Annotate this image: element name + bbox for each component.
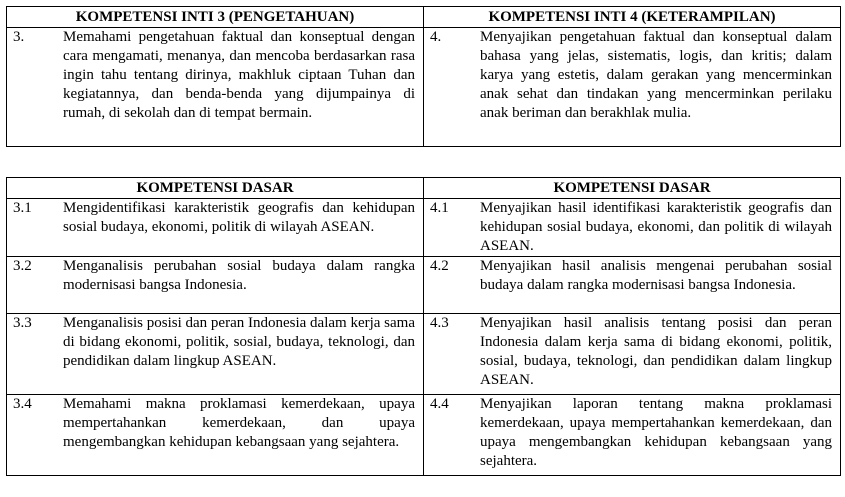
ki4-text: Menyajikan pengetahuan faktual dan konseptual dalam bahasa yang jelas, sistematis, logis, dan kritis; dalam karya yang estetis, dalam gerakan yang mencerminkan anak sehat dan tindakan yang mencerminkan perilaku anak beriman dan berakhlak mulia. — [480, 29, 832, 121]
ki4-number: 4. — [430, 29, 442, 45]
ki4-header: KOMPETENSI INTI 4 (KETERAMPILAN) — [424, 7, 841, 28]
kd-number: 4.4 — [430, 396, 449, 412]
ki3-text: Memahami pengetahuan faktual dan konseptual dengan cara mengamati, menanya, dan mencoba berdasarkan rasa ingin tahu tentang dirinya, makhluk ciptaan Tuhan dan kegiatannya, dan benda-benda yang dijumpainya di rumah, di sekolah dan di tempat bermain. — [63, 29, 415, 121]
kd-text: Menganalisis posisi dan peran Indonesia dalam kerja sama di bidang ekonomi, politik, sosial, budaya, teknologi, dan pendidikan dalam lingkup ASEAN. — [63, 315, 415, 369]
kd-number: 4.2 — [430, 258, 449, 274]
table-row — [7, 395, 841, 476]
table-row — [7, 257, 841, 314]
kd-left-cell — [7, 257, 424, 314]
table-row — [7, 199, 841, 257]
kd-text: Menyajikan hasil analisis mengenai perubahan sosial budaya dalam rangka modernisasi bangsa Indonesia. — [480, 258, 832, 293]
table-row — [7, 314, 841, 395]
ki3-number: 3. — [13, 29, 25, 45]
ki3-header: KOMPETENSI INTI 3 (PENGETAHUAN) — [7, 7, 424, 28]
kd-number: 4.3 — [430, 315, 449, 331]
kd-number: 4.1 — [430, 200, 449, 216]
kd-text: Menganalisis perubahan sosial budaya dalam rangka modernisasi bangsa Indonesia. — [63, 258, 415, 293]
kd-right-cell — [424, 395, 841, 476]
ki4-cell — [424, 28, 841, 147]
kd-number: 3.2 — [13, 258, 32, 274]
kd-right-cell — [424, 199, 841, 257]
kd-text: Memahami makna proklamasi kemerdekaan, upaya mempertahankan kemerdekaan, dan upaya mengembangkan kehidupan kebangsaan yang sejahtera. — [63, 396, 415, 450]
kd-text: Menyajikan hasil analisis tentang posisi dan peran Indonesia dalam kerja sama di bidang ekonomi, politik, sosial, budaya, teknologi, dan pendidikan dalam lingkup ASEAN. — [480, 315, 832, 388]
kd-text: Menyajikan laporan tentang makna proklamasi kemerdekaan, upaya mempertahankan kemerdekaan, dan upaya mengembangkan kehidupan kebangsaan yang sejahtera. — [480, 396, 832, 469]
kd-number: 3.3 — [13, 315, 32, 331]
kd-left-header: KOMPETENSI DASAR — [7, 178, 424, 199]
kd-left-cell — [7, 199, 424, 257]
kd-text: Mengidentifikasi karakteristik geografis dan kehidupan sosial budaya, ekonomi, politik di wilayah ASEAN. — [63, 200, 415, 235]
kompetensi-inti-table — [6, 6, 841, 147]
kompetensi-dasar-table — [6, 177, 841, 476]
kd-left-cell — [7, 314, 424, 395]
kd-left-cell — [7, 395, 424, 476]
ki3-cell — [7, 28, 424, 147]
kd-text: Menyajikan hasil identifikasi karakteristik geografis dan kehidupan sosial budaya, ekonomi, dan politik di wilayah ASEAN. — [480, 200, 832, 254]
kd-number: 3.1 — [13, 200, 32, 216]
kd-right-cell — [424, 257, 841, 314]
kd-right-header: KOMPETENSI DASAR — [424, 178, 841, 199]
kd-number: 3.4 — [13, 396, 32, 412]
kd-right-cell — [424, 314, 841, 395]
